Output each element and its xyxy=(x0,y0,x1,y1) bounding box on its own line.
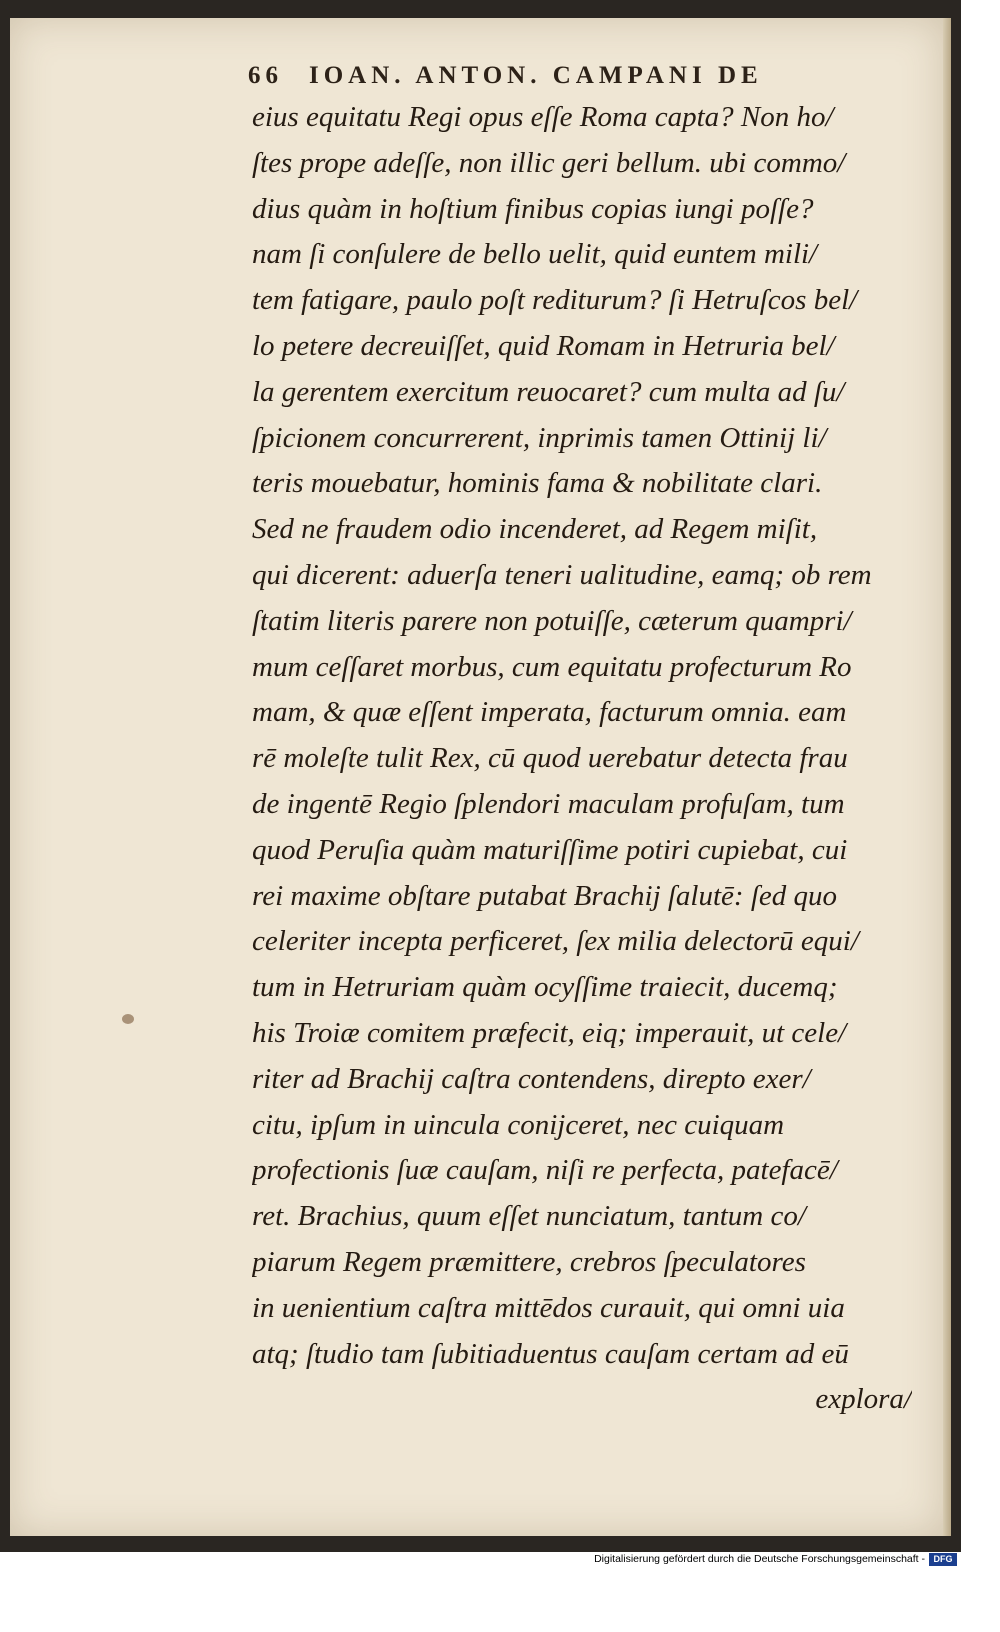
ink-smudge xyxy=(122,1014,134,1024)
text-line: dius quàm in hoſtium finibus copias iungi poſſe? xyxy=(252,192,814,225)
running-title: IOAN. ANTON. CAMPANI DE xyxy=(309,62,763,89)
text-line: ret. Brachius, quum eſſet nunciatum, tantum co/ xyxy=(252,1200,806,1233)
text-line: nam ſi conſulere de bello uelit, quid euntem mili/ xyxy=(252,238,818,271)
text-line: tem fatigare, paulo poſt rediturum? ſi Hetruſcos bel/ xyxy=(252,284,858,317)
text-line: Sed ne fraudem odio incenderet, ad Regem miſit, xyxy=(252,513,818,546)
digitization-footer xyxy=(0,1552,961,1568)
text-line: riter ad Brachij caſtra contendens, direpto exer/ xyxy=(252,1062,811,1095)
text-line: de ingentē Regio ſplendori maculam profuſam, tum xyxy=(252,787,845,820)
text-line: la gerentem exercitum reuocaret? cum multa ad ſu/ xyxy=(252,375,845,408)
text-line: piarum Regem præmittere, crebros ſpeculatores xyxy=(252,1245,806,1278)
text-line: profectionis ſuæ cauſam, niſi re perfecta, patefacē/ xyxy=(252,1154,838,1187)
page-edge xyxy=(943,18,951,1536)
text-line: ſtes prope adeſſe, non illic geri bellum. ubi commo/ xyxy=(252,146,846,179)
text-line: mum ceſſaret morbus, cum equitatu profecturum Ro xyxy=(252,650,852,683)
text-line: eius equitatu Regi opus eſſe Roma capta? Non ho/ xyxy=(252,101,834,133)
text-line: rei maxime obſtare putabat Brachij ſalutē: ſed quo xyxy=(252,879,837,912)
text-line: in uenientium caſtra mittēdos curauit, qui omni uia xyxy=(252,1291,845,1324)
text-line: celeriter incepta perficeret, ſex milia delectorū equi/ xyxy=(252,925,859,958)
funding-credit: Digitalisierung gefördert durch die Deutsche Forschungsgemeinschaft - xyxy=(594,1553,925,1565)
text-line: ſtatim literis parere non potuiſſe, cæterum quampri/ xyxy=(252,604,852,637)
text-line: tum in Hetruriam quàm ocyſſime traiecit, ducemq; xyxy=(252,971,838,1004)
text-line: lo petere decreuiſſet, quid Romam in Hetruria bel/ xyxy=(252,329,835,362)
page-number: 66 xyxy=(248,62,283,89)
text-line: rē moleſte tulit Rex, cū quod uerebatur detecta frau xyxy=(252,742,848,775)
dfg-logo: DFG xyxy=(929,1553,957,1566)
body-text xyxy=(252,95,912,1423)
text-line: qui dicerent: aduerſa teneri ualitudine, eamq; ob rem xyxy=(252,558,872,591)
text-line: citu, ipſum in uincula conijceret, nec cuiquam xyxy=(252,1108,785,1141)
text-line: quod Peruſia quàm maturiſſime potiri cupiebat, cui xyxy=(252,833,848,866)
text-line: teris mouebatur, hominis fama & nobilitate clari. xyxy=(252,467,823,500)
running-header xyxy=(248,62,868,92)
catchword: explora/ xyxy=(815,1383,912,1416)
text-line: atq; ſtudio tam ſubitiaduentus cauſam certam ad eū xyxy=(252,1337,849,1370)
text-line: mam, & quæ eſſent imperata, facturum omnia. eam xyxy=(252,696,847,729)
text-line: his Troiæ comitem præfecit, eiq; imperauit, ut cele/ xyxy=(252,1016,847,1049)
text-line: ſpicionem concurrerent, inprimis tamen Ottinij li/ xyxy=(252,421,827,454)
